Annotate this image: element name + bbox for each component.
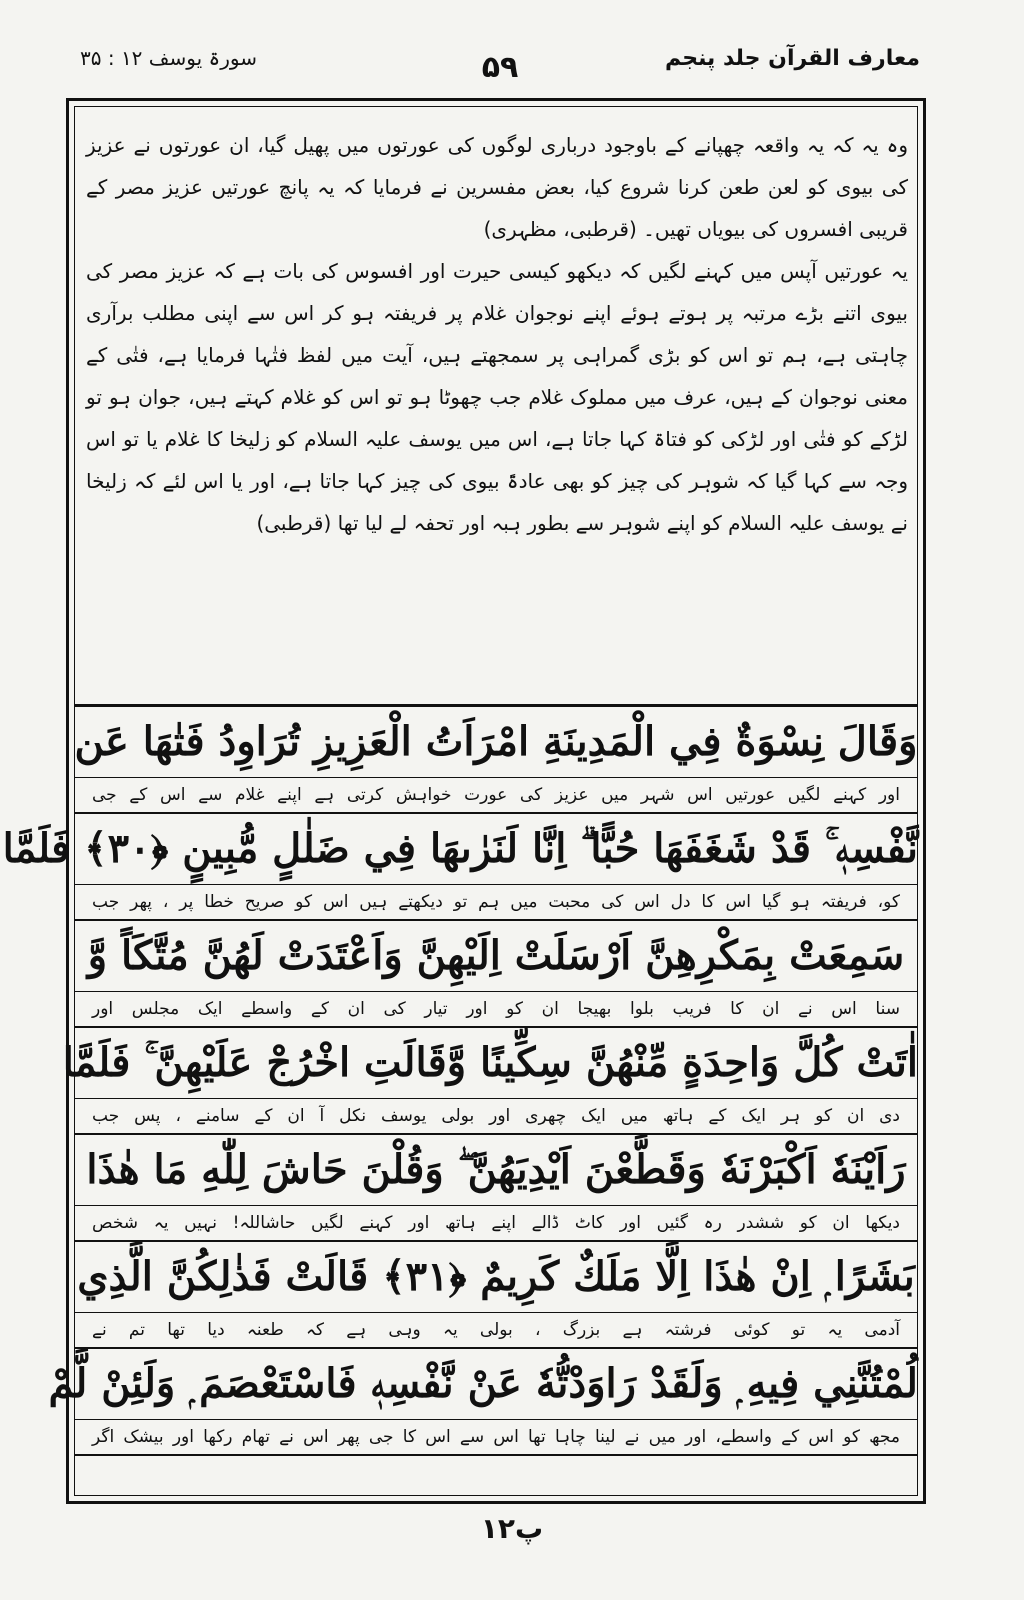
commentary-text — [86, 124, 908, 544]
commentary-paragraph: یہ عورتیں آپس میں کہنے لگیں کہ دیکھو کیسی حیرت اور افسوس کی بات ہے کہ عزیز مصر کی بیوی اتنے بڑے مرتبہ پر ہوتے ہوئے اپنے نوجوان غلام پر فریفتہ ہو کر اس سے اپنی مطلب برآری چاہتی ہے، ہم تو اس کو بڑی گمراہی پر سمجھتے ہیں، آیت میں لفظ فتٰہا فرمایا ہے، فتٰی کے معنی نوجوان کے ہیں، عرف میں مملوک غلام جب چھوٹا ہو تو اس کو غلام کہتے ہیں، جوان ہو تو لڑکے کو فتٰی اور لڑکی کو فتاۃ کہا جاتا ہے، اس میں یوسف علیہ السلام کو زلیخا کا غلام یا تو اس وجہ سے کہا گیا کہ شوہر کی چیز کو بھی عادۃً بیوی کی چیز کہا جاتا ہے، اور یا اس لئے کہ زلیخا نے یوسف علیہ السلام کو اپنے شوہر سے بطور ہبہ اور تحفہ لے لیا تھا (قرطبی) — [86, 259, 908, 535]
commentary-paragraph: وہ یہ کہ یہ واقعہ چھپانے کے باوجود درباری لوگوں کی عورتوں میں پھیل گیا، ان عورتوں نے عزیز کی بیوی کو لعن طعن کرنا شروع کیا، بعض مفسرین نے فرمایا کہ یہ پانچ عورتیں عزیز مصر کے قریبی افسروں کی بیویاں تھیں۔ (قرطبی، مظہری) — [86, 133, 908, 241]
surah-reference: سورۃ یوسف ۱۲ : ۳۵ — [80, 46, 257, 70]
page-header — [80, 30, 920, 90]
arabic-verse-line: نَّفْسِهٖ ۚ قَدْ شَغَفَهَا حُبًّا ۗ اِنَّا لَنَرٰىهَا فِي ضَلٰلٍ مُّبِينٍ ﴿٣٠﴾ فَلَمَّا — [74, 814, 918, 885]
verse-pair — [74, 1135, 918, 1242]
arabic-verse-line: رَاَيْنَهٗ اَكْبَرْنَهٗ وَقَطَّعْنَ اَيْدِيَهُنَّ ۖ وَقُلْنَ حَاشَ لِلّٰهِ مَا هٰذَا — [74, 1135, 918, 1206]
verse-pair — [48, 1349, 918, 1456]
translation-line: مجھ کو اس کے واسطے، اور میں نے لینا چاہا تھا اس سے اس کا جی پھر اس نے تھام رکھا اور بیشک اگر — [74, 1420, 918, 1456]
arabic-verse-line: لُمْتُنَّنِي فِيهِ ۭ وَلَقَدْ رَاوَدْتُّهٗ عَنْ نَّفْسِهٖ فَاسْتَعْصَمَ ۭ وَلَئِنْ لَّمْ — [74, 1349, 918, 1420]
arabic-verse-line: بَشَرًا ۭ اِنْ هٰذَا اِلَّا مَلَكٌ كَرِيمٌ ﴿٣١﴾ قَالَتْ فَذٰلِكُنَّ الَّذِي — [74, 1242, 918, 1313]
translation-line: آدمی یہ تو کوئی فرشتہ ہے بزرگ ، بولی یہ وہی ہے کہ طعنہ دیا تھا تم نے — [74, 1313, 918, 1349]
verse-pair — [74, 707, 918, 814]
translation-line: اور کہنے لگیں عورتیں اس شہر میں عزیز کی عورت خواہش کرتی ہے اپنے غلام سے اس کے جی — [74, 778, 918, 814]
translation-line: دی ان کو ہر ایک کے ہاتھ میں ایک چھری اور بولی یوسف نکل آ ان کے سامنے ، پس جب — [74, 1099, 918, 1135]
book-title: معارف القرآن جلد پنجم — [664, 46, 920, 71]
verse-pair — [2, 814, 918, 921]
arabic-verse-line: اٰتَتْ كُلَّ وَاحِدَةٍ مِّنْهُنَّ سِكِّينًا وَّقَالَتِ اخْرُجْ عَلَيْهِنَّ ۚ فَلَمَّا — [74, 1028, 918, 1099]
translation-line: کو، فریفتہ ہو گیا اس کا دل اس کی محبت میں ہم تو دیکھتے ہیں اس کو صریح خطا پر ، پھر جب — [74, 885, 918, 921]
arabic-verse-line: وَقَالَ نِسْوَةٌ فِي الْمَدِينَةِ امْرَاَتُ الْعَزِيزِ تُرَاوِدُ فَتٰهَا عَن — [74, 707, 918, 778]
arabic-verse-line: سَمِعَتْ بِمَكْرِهِنَّ اَرْسَلَتْ اِلَيْهِنَّ وَاَعْتَدَتْ لَهُنَّ مُتَّكَاً وَّ — [74, 921, 918, 992]
page-number: ۵۹ — [481, 50, 519, 85]
translation-line: سنا اس نے ان کا فریب بلوا بھیجا ان کو اور تیار کی ان کے واسطے ایک مجلس اور — [74, 992, 918, 1028]
verse-pair — [74, 1242, 918, 1349]
signature-mark: ۱۲پ — [480, 1512, 544, 1545]
verse-pair — [74, 921, 918, 1028]
verse-section — [2, 707, 918, 1456]
verse-pair — [62, 1028, 918, 1135]
translation-line: دیکھا ان کو ششدر رہ گئیں اور کاٹ ڈالے اپنے ہاتھ اور کہنے لگیں حاشاللہ! نہیں یہ شخص — [74, 1206, 918, 1242]
